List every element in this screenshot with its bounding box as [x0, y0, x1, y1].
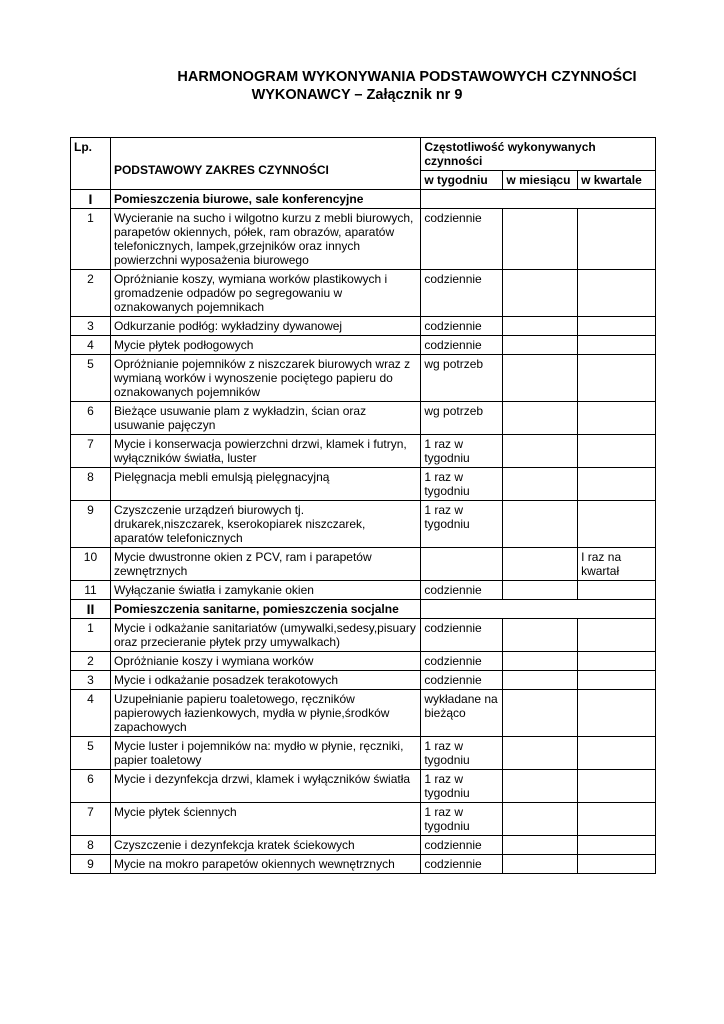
section-empty-cell [421, 600, 656, 619]
section-row [71, 600, 656, 619]
row-quarter: I raz na kwartał [578, 548, 656, 581]
section-empty-cell [421, 190, 656, 209]
row-quarter [578, 737, 656, 770]
row-week: codziennie [421, 855, 503, 874]
header-week: w tygodniu [421, 171, 503, 190]
table-row [71, 690, 656, 737]
table-row [71, 402, 656, 435]
row-week: codziennie [421, 317, 503, 336]
row-number: 7 [71, 803, 111, 836]
row-number: 5 [71, 737, 111, 770]
row-number: 6 [71, 770, 111, 803]
table-row [71, 435, 656, 468]
row-number: 8 [71, 468, 111, 501]
row-week: wg potrzeb [421, 355, 503, 402]
table-row [71, 652, 656, 671]
row-week: 1 raz w tygodniu [421, 770, 503, 803]
table-row [71, 619, 656, 652]
row-number: 9 [71, 501, 111, 548]
row-week: 1 raz w tygodniu [421, 737, 503, 770]
row-description: Czyszczenie urządzeń biurowych tj. drukarek,niszczarek, kserokopiarek niszczarek, aparatów telefonicznych [110, 501, 420, 548]
row-month [503, 317, 578, 336]
row-month [503, 501, 578, 548]
row-month [503, 336, 578, 355]
row-month [503, 435, 578, 468]
row-week: wg potrzeb [421, 402, 503, 435]
row-description: Mycie dwustronne okien z PCV, ram i parapetów zewnętrznych [110, 548, 420, 581]
row-number: 1 [71, 209, 111, 270]
row-month [503, 652, 578, 671]
table-row [71, 803, 656, 836]
row-description: Czyszczenie i dezynfekcja kratek ściekowych [110, 836, 420, 855]
row-description: Mycie płytek ściennych [110, 803, 420, 836]
schedule-table [70, 137, 656, 874]
section-title: Pomieszczenia biurowe, sale konferencyjne [110, 190, 420, 209]
row-month [503, 690, 578, 737]
section-row [71, 190, 656, 209]
title-line-2: WYKONAWCY – Załącznik nr 9 [251, 87, 463, 103]
table-row [71, 468, 656, 501]
row-week: codziennie [421, 336, 503, 355]
table-row [71, 581, 656, 600]
table-row [71, 548, 656, 581]
table-row [71, 209, 656, 270]
row-week: 1 raz w tygodniu [421, 803, 503, 836]
row-number: 4 [71, 690, 111, 737]
row-month [503, 836, 578, 855]
table-row [71, 737, 656, 770]
row-month [503, 209, 578, 270]
row-week: codziennie [421, 581, 503, 600]
row-description: Pielęgnacja mebli emulsją pielęgnacyjną [110, 468, 420, 501]
row-quarter [578, 803, 656, 836]
row-week: codziennie [421, 671, 503, 690]
row-quarter [578, 435, 656, 468]
row-week: 1 raz w tygodniu [421, 501, 503, 548]
row-number: 6 [71, 402, 111, 435]
row-month [503, 468, 578, 501]
table-row [71, 855, 656, 874]
row-number: 10 [71, 548, 111, 581]
row-number: 7 [71, 435, 111, 468]
row-quarter [578, 671, 656, 690]
row-description: Mycie na mokro parapetów okiennych wewnętrznych [110, 855, 420, 874]
row-description: Odkurzanie podłóg: wykładziny dywanowej [110, 317, 420, 336]
row-number: 8 [71, 836, 111, 855]
table-row [71, 317, 656, 336]
header-zakres: PODSTAWOWY ZAKRES CZYNNOŚCI [110, 138, 420, 190]
table-row [71, 501, 656, 548]
row-description: Mycie i dezynfekcja drzwi, klamek i wyłączników światła [110, 770, 420, 803]
row-quarter [578, 336, 656, 355]
row-week [421, 548, 503, 581]
row-month [503, 671, 578, 690]
row-week: codziennie [421, 836, 503, 855]
row-quarter [578, 652, 656, 671]
row-number: 2 [71, 652, 111, 671]
table-row [71, 355, 656, 402]
row-number: 1 [71, 619, 111, 652]
row-month [503, 355, 578, 402]
row-week: 1 raz w tygodniu [421, 435, 503, 468]
row-quarter [578, 836, 656, 855]
row-description: Bieżące usuwanie plam z wykładzin, ścian oraz usuwanie pajęczyn [110, 402, 420, 435]
header-frequency: Częstotliwość wykonywanych czynności [421, 138, 656, 171]
row-quarter [578, 770, 656, 803]
row-quarter [578, 317, 656, 336]
row-description: Opróżnianie pojemników z niszczarek biurowych wraz z wymianą worków i wynoszenie pociętego papieru do oznakowanych pojemników [110, 355, 420, 402]
header-lp: Lp. [71, 138, 111, 190]
document-title [0, 68, 724, 104]
section-number: II [71, 600, 111, 619]
table-body [71, 190, 656, 874]
row-quarter [578, 355, 656, 402]
row-description: Mycie luster i pojemników na: mydło w płynie, ręczniki, papier toaletowy [110, 737, 420, 770]
row-description: Opróżnianie koszy, wymiana worków plastikowych i gromadzenie odpadów po segregowaniu w oznakowanych pojemnikach [110, 270, 420, 317]
row-month [503, 548, 578, 581]
section-number: I [71, 190, 111, 209]
row-description: Mycie płytek podłogowych [110, 336, 420, 355]
row-week: codziennie [421, 209, 503, 270]
row-number: 3 [71, 317, 111, 336]
row-week: codziennie [421, 619, 503, 652]
row-month [503, 270, 578, 317]
row-number: 11 [71, 581, 111, 600]
table-row [71, 270, 656, 317]
table-row [71, 836, 656, 855]
table-row [71, 336, 656, 355]
row-quarter [578, 619, 656, 652]
header-quarter: w kwartale [578, 171, 656, 190]
row-quarter [578, 501, 656, 548]
row-number: 5 [71, 355, 111, 402]
row-quarter [578, 855, 656, 874]
row-description: Mycie i odkażanie posadzek terakotowych [110, 671, 420, 690]
table-row [71, 671, 656, 690]
row-month [503, 619, 578, 652]
row-description: Wyłączanie światła i zamykanie okien [110, 581, 420, 600]
row-description: Mycie i odkażanie sanitariatów (umywalki,sedesy,pisuary oraz przecieranie płytek przy umywalkach) [110, 619, 420, 652]
row-month [503, 581, 578, 600]
row-description: Uzupełnianie papieru toaletowego, ręczników papierowych łazienkowych, mydła w płynie,środków zapachowych [110, 690, 420, 737]
row-week: codziennie [421, 270, 503, 317]
row-month [503, 855, 578, 874]
row-number: 3 [71, 671, 111, 690]
row-number: 2 [71, 270, 111, 317]
row-quarter [578, 690, 656, 737]
row-week: wykładane na bieżąco [421, 690, 503, 737]
row-description: Mycie i konserwacja powierzchni drzwi, klamek i futryn, wyłączników światła, luster [110, 435, 420, 468]
row-quarter [578, 209, 656, 270]
row-description: Opróżnianie koszy i wymiana worków [110, 652, 420, 671]
row-month [503, 737, 578, 770]
row-month [503, 803, 578, 836]
row-quarter [578, 581, 656, 600]
row-quarter [578, 270, 656, 317]
row-week: codziennie [421, 652, 503, 671]
header-month: w miesiącu [503, 171, 578, 190]
row-month [503, 402, 578, 435]
row-month [503, 770, 578, 803]
row-description: Wycieranie na sucho i wilgotno kurzu z mebli biurowych, parapetów okiennych, półek, ram obrazów, aparatów telefonicznych, lampek,grzejników oraz innych powierzchni wyposażenia biurowego [110, 209, 420, 270]
table-row [71, 770, 656, 803]
row-number: 4 [71, 336, 111, 355]
title-line-1: HARMONOGRAM WYKONYWANIA PODSTAWOWYCH CZYNNOŚCI [177, 69, 637, 85]
section-title: Pomieszczenia sanitarne, pomieszczenia socjalne [110, 600, 420, 619]
row-quarter [578, 402, 656, 435]
row-number: 9 [71, 855, 111, 874]
row-quarter [578, 468, 656, 501]
row-week: 1 raz w tygodniu [421, 468, 503, 501]
